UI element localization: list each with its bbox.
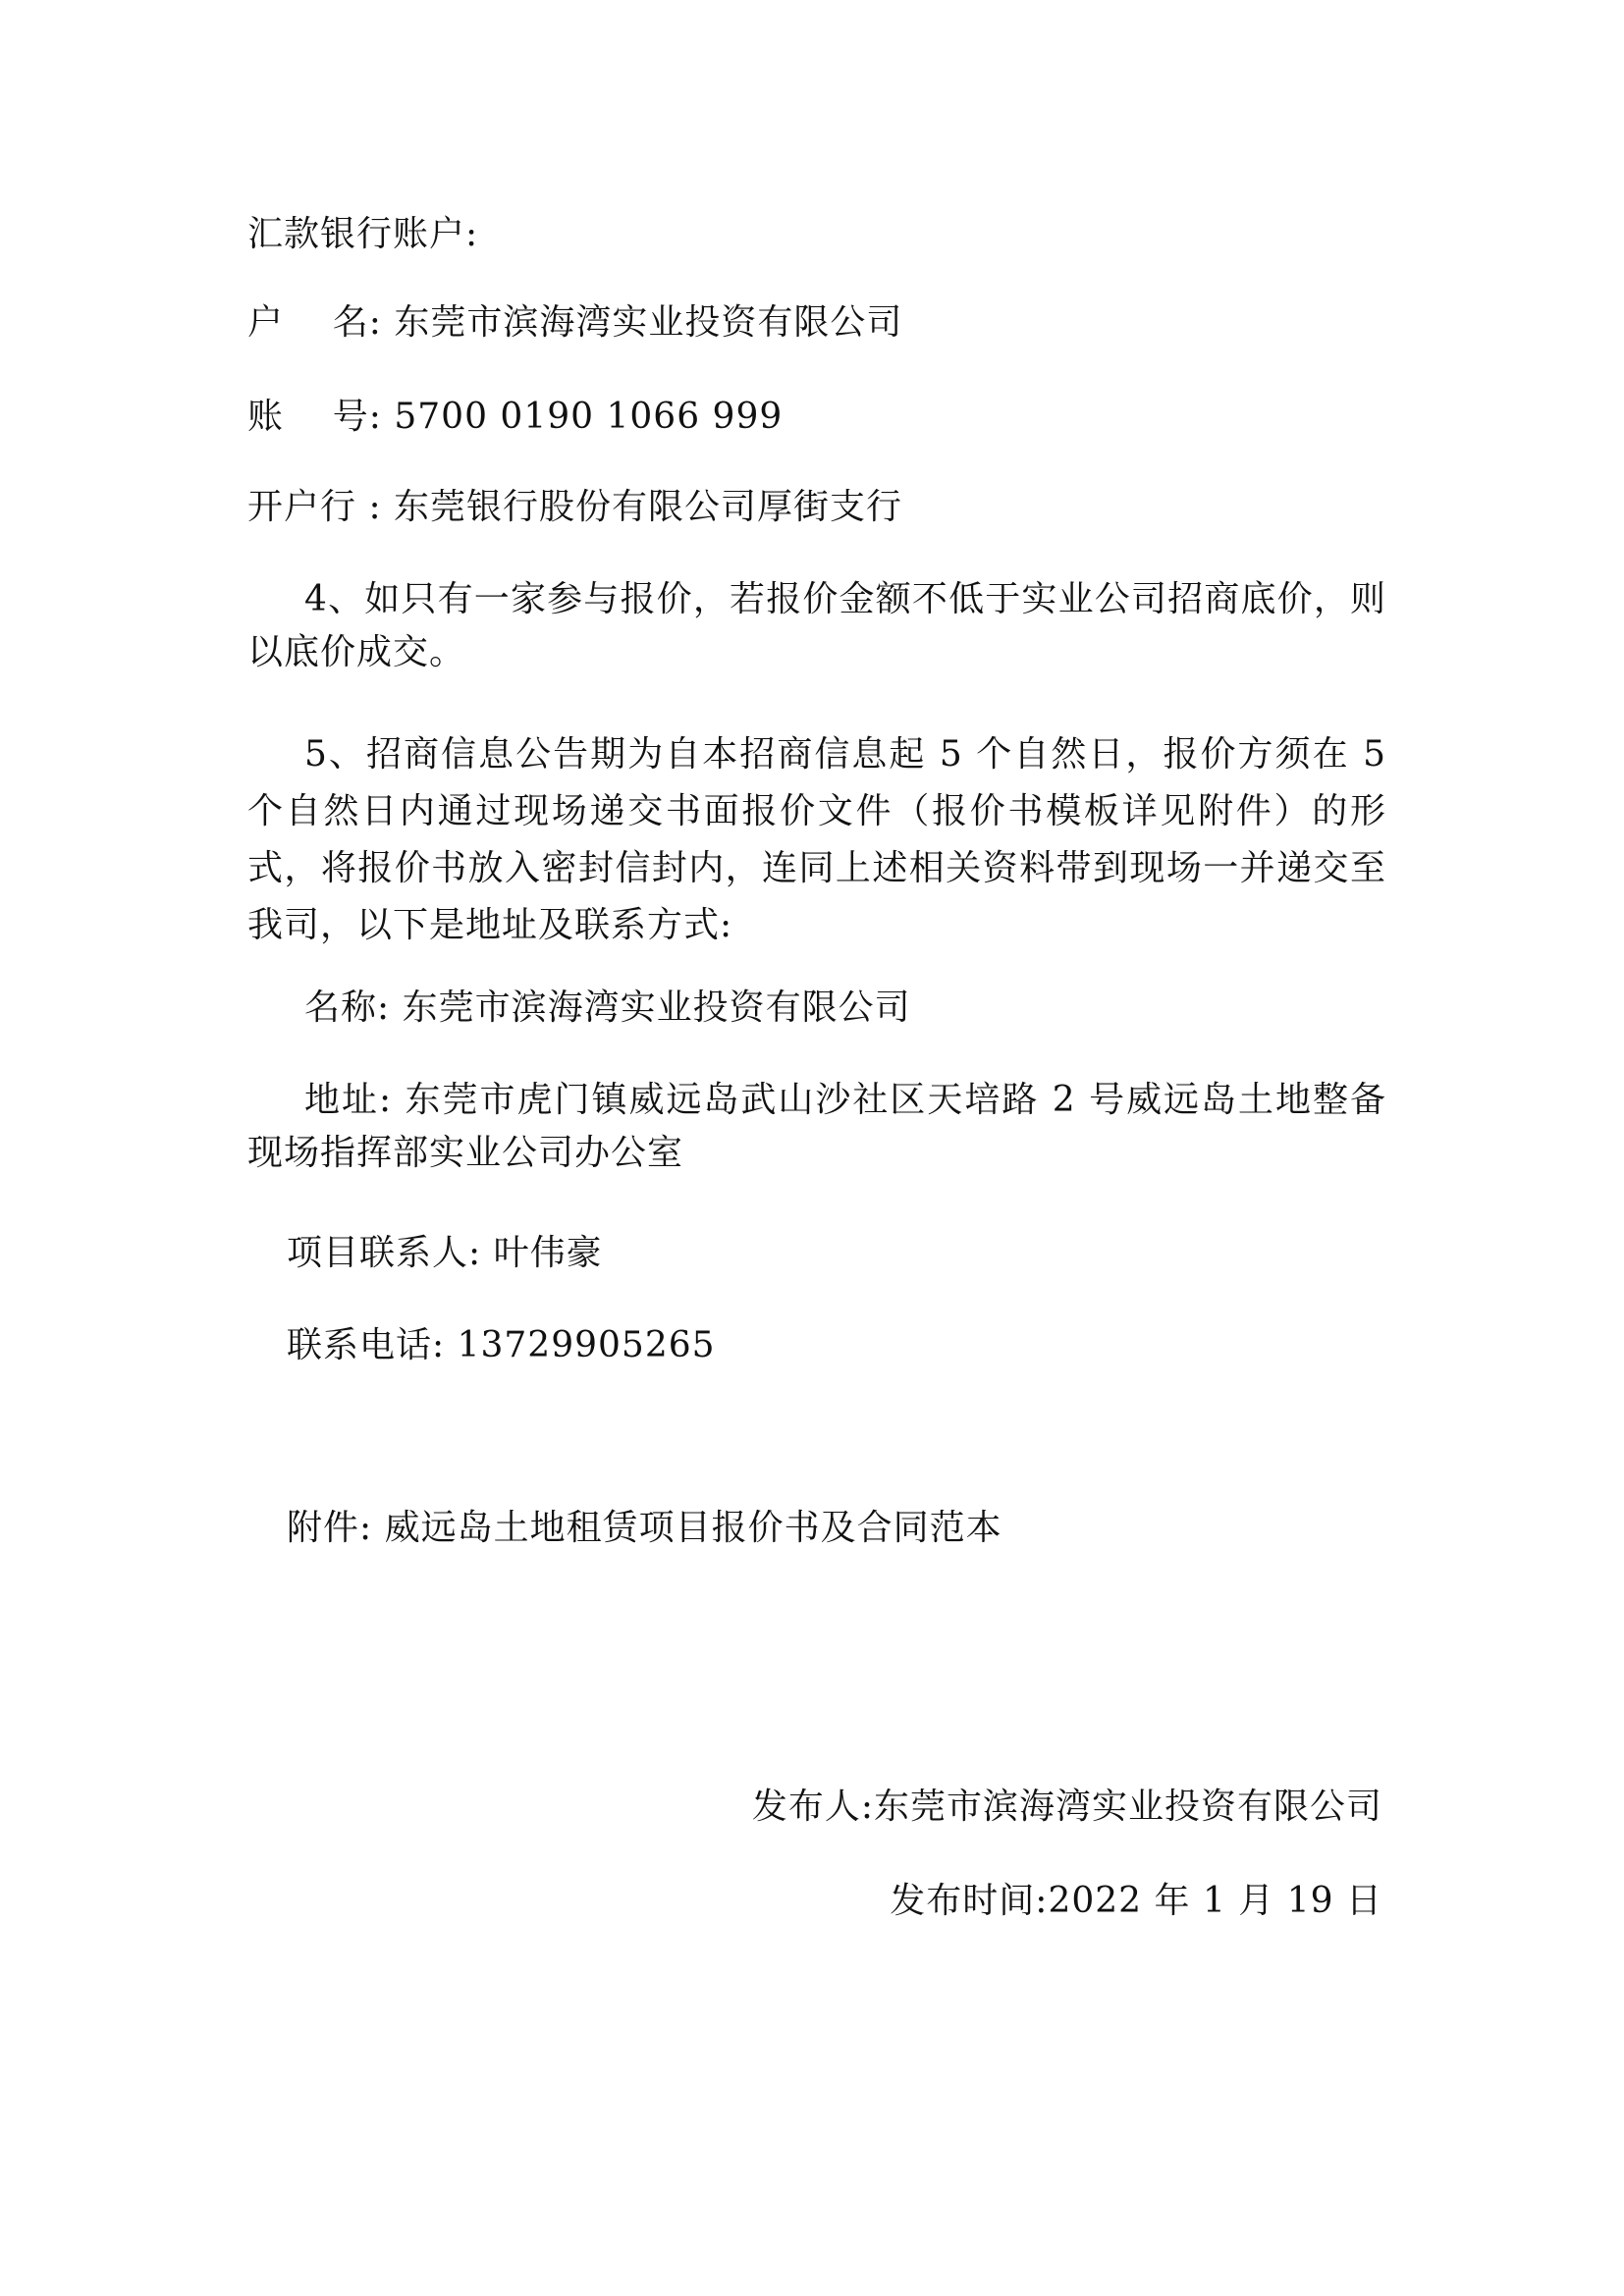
attachment-text: 威远岛土地租赁项目报价书及合同范本 (384, 1508, 1002, 1548)
clause-5: 5、招商信息公告期为自本招商信息起 5 个自然日，报价方须在 5 个自然日内通过现场递交书面报价文件（报价书模板详见附件）的形式，将报价书放入密封信封内，连同上述相关资料带到现场一并递交至我司，以下是地址及联系方式: (247, 734, 1386, 945)
publish-date-line (890, 1875, 1382, 1928)
account-number-label: 账 号: (247, 397, 382, 437)
account-name-label: 户 名: (247, 302, 382, 343)
publisher-label: 发布人: (751, 1787, 874, 1827)
contact-person-line (287, 1227, 603, 1280)
contact-phone-label: 联系电话: (287, 1325, 446, 1365)
publish-date: 2022 年 1 月 19 日 (1048, 1881, 1382, 1921)
publisher-line (752, 1781, 1382, 1834)
bank-heading: 汇款银行账户: (247, 214, 479, 254)
contact-person-label: 项目联系人: (287, 1233, 482, 1273)
contact-person-value: 叶伟豪 (493, 1233, 603, 1273)
attachment-label: 附件: (287, 1508, 373, 1548)
contact-name-value: 东莞市滨海湾实业投资有限公司 (402, 988, 911, 1028)
publish-date-label: 发布时间: (890, 1881, 1049, 1921)
contact-name-label: 名称: (304, 988, 391, 1028)
clause-4: 4、如只有一家参与报价，若报价金额不低于实业公司招商底价，则以底价成交。 (247, 579, 1386, 672)
publisher-name: 东莞市滨海湾实业投资有限公司 (873, 1787, 1382, 1827)
bank-name-value: 东莞银行股份有限公司厚街支行 (394, 487, 903, 527)
account-name-line (247, 296, 902, 349)
contact-name-line (304, 982, 911, 1035)
attachment-line (287, 1502, 1002, 1555)
contact-phone-value: 13729905265 (457, 1325, 716, 1365)
account-name-value: 东莞市滨海湾实业投资有限公司 (394, 302, 903, 343)
account-number-line (247, 391, 783, 444)
bank-name-label: 开户行 : (247, 487, 382, 527)
contact-phone-line (287, 1319, 716, 1372)
contact-address: 地址: 东莞市虎门镇威远岛武山沙社区天培路 2 号威远岛土地整备现场指挥部实业公司办公室 (247, 1080, 1386, 1173)
account-number-value: 5700 0190 1066 999 (394, 397, 784, 437)
bank-name-line (247, 481, 902, 534)
